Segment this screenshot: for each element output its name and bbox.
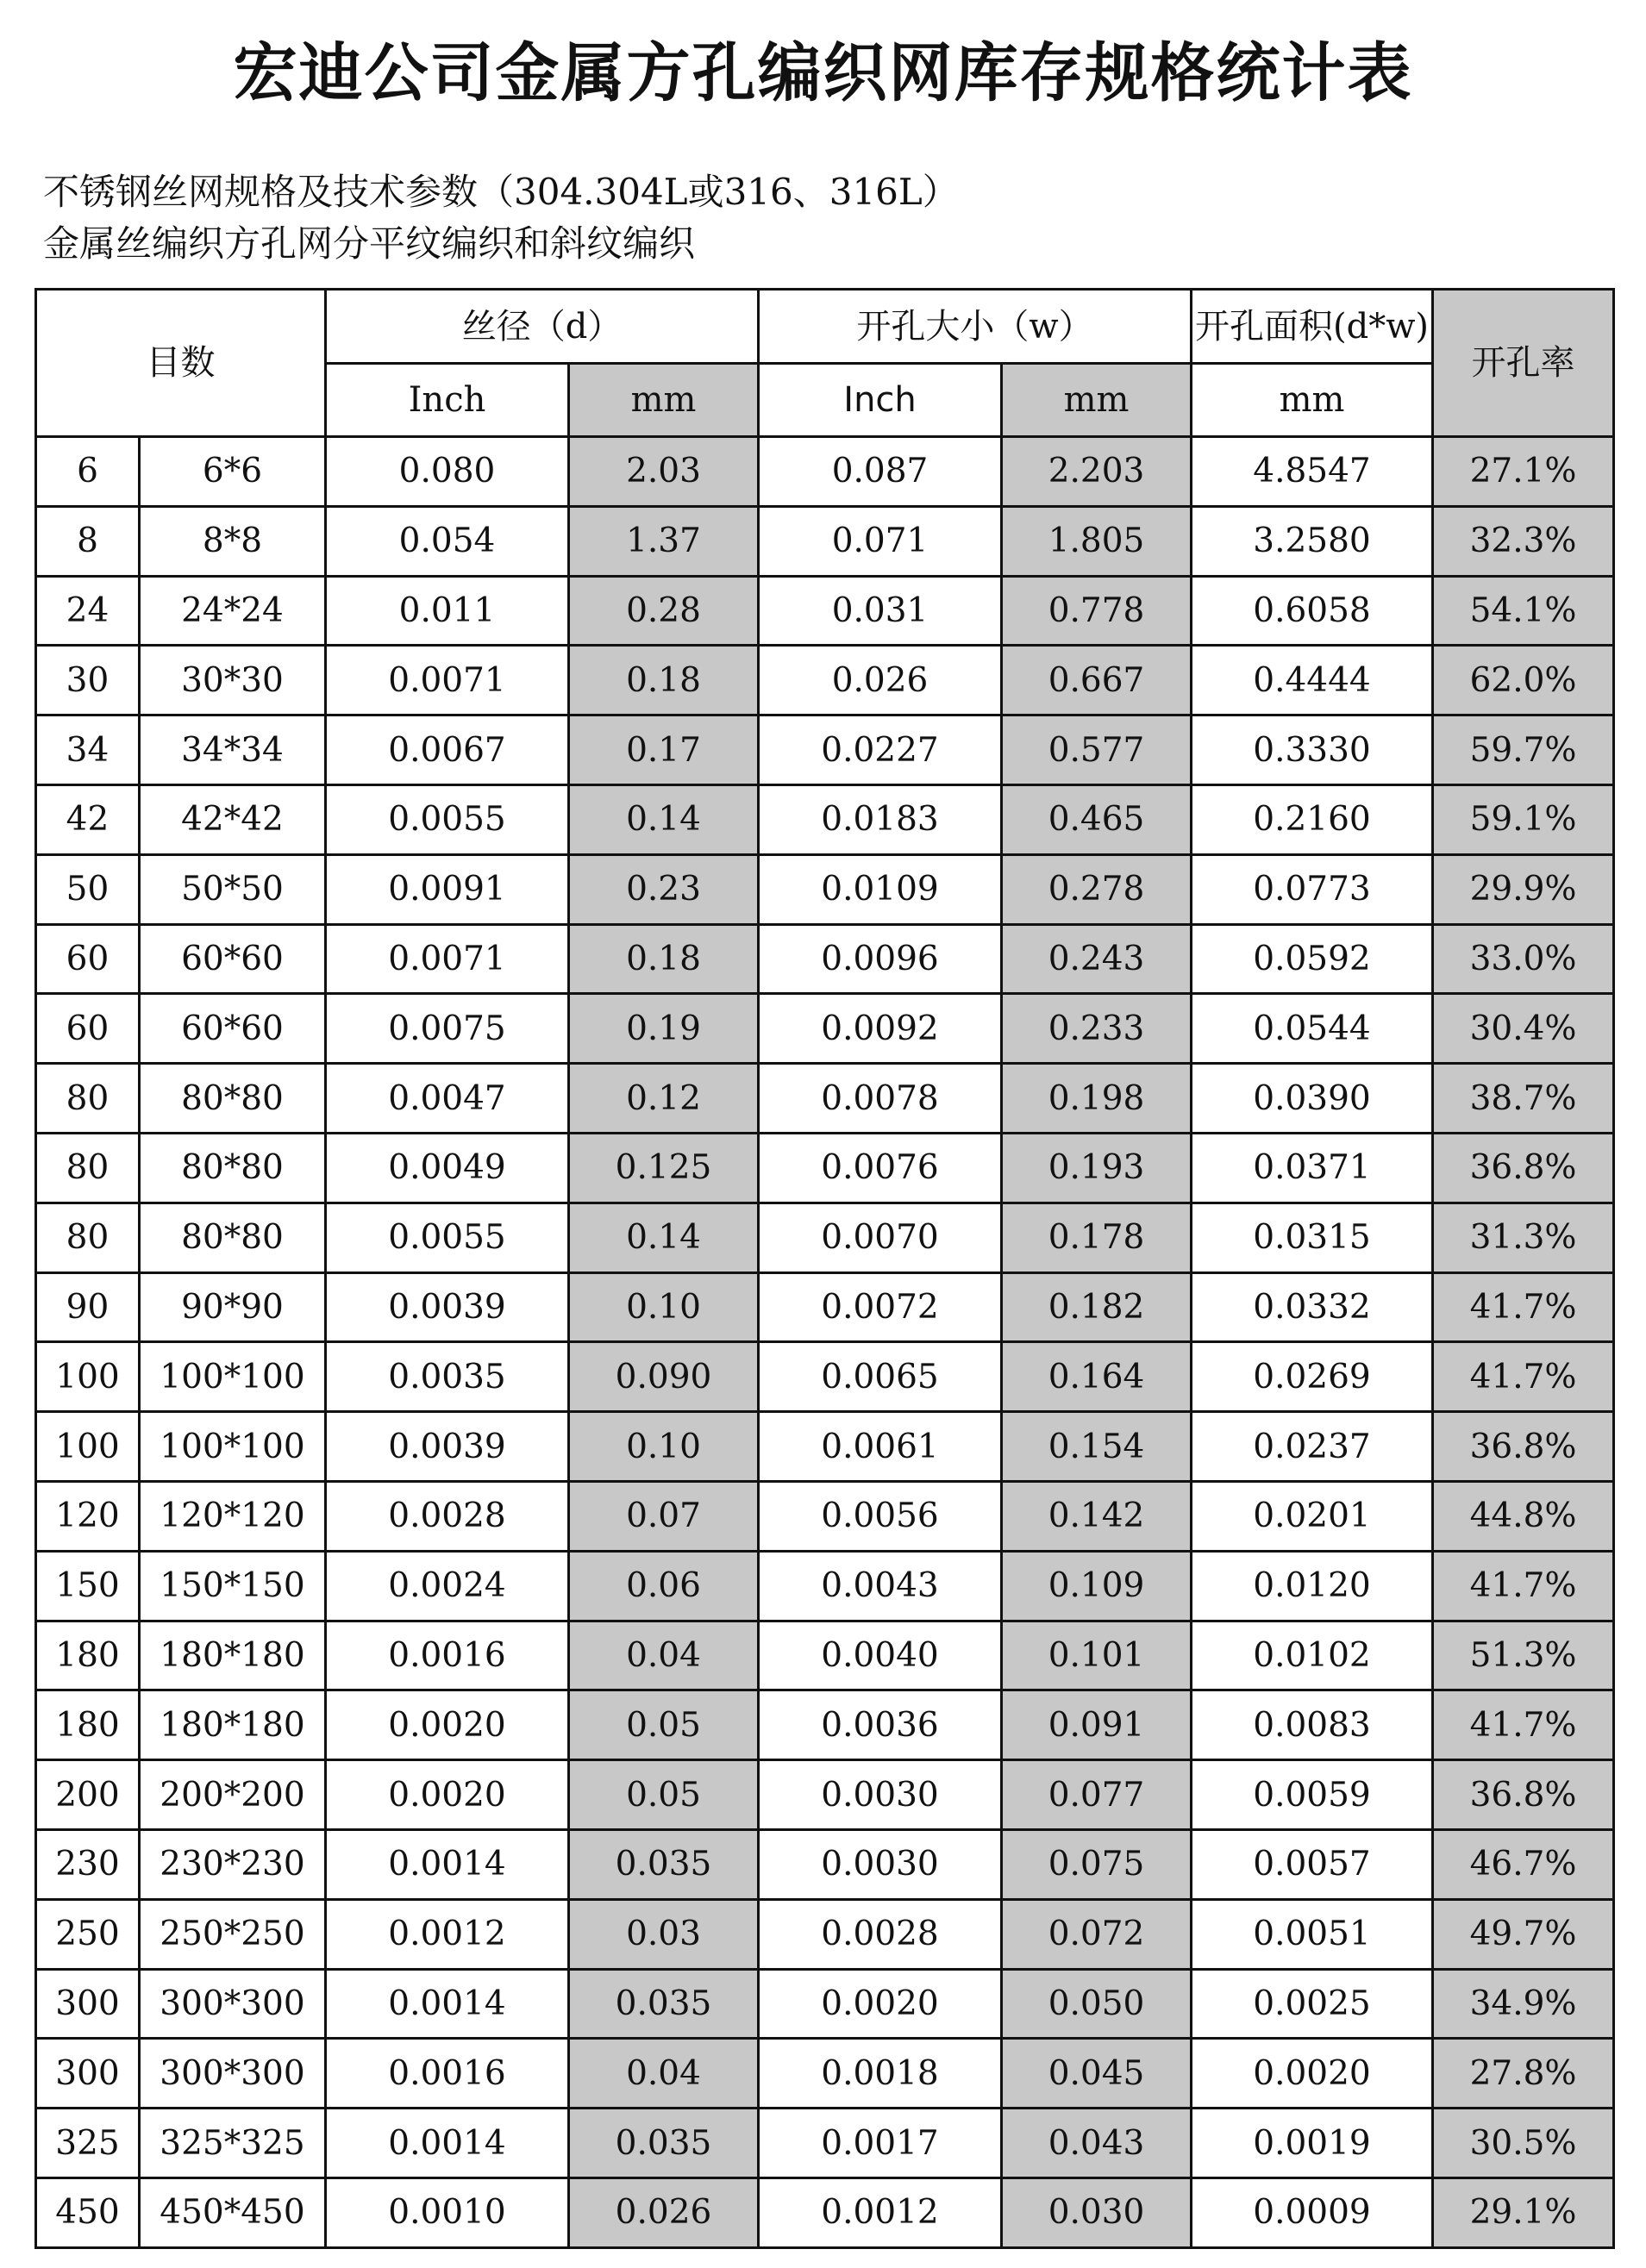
cell-spec: 60*60	[140, 924, 326, 994]
cell-mesh: 6	[36, 437, 140, 507]
cell-opening-mm: 0.142	[1002, 1481, 1192, 1551]
header-opening-mm: mm	[1002, 364, 1192, 437]
cell-open-rate: 59.7%	[1433, 715, 1614, 785]
table-row	[36, 854, 1614, 924]
cell-opening-inch: 0.0109	[759, 854, 1002, 924]
cell-opening-mm: 0.075	[1002, 1829, 1192, 1899]
header-mesh: 目数	[36, 290, 326, 437]
cell-open-rate: 54.1%	[1433, 576, 1614, 646]
cell-open-rate: 41.7%	[1433, 1342, 1614, 1412]
cell-spec: 120*120	[140, 1481, 326, 1551]
cell-open-area: 0.0009	[1192, 2177, 1433, 2247]
cell-wire-mm: 0.035	[569, 1829, 759, 1899]
cell-opening-inch: 0.0036	[759, 1690, 1002, 1760]
cell-spec: 50*50	[140, 854, 326, 924]
cell-wire-mm: 1.37	[569, 506, 759, 576]
cell-opening-mm: 0.577	[1002, 715, 1192, 785]
cell-open-rate: 44.8%	[1433, 1481, 1614, 1551]
cell-open-area: 0.0201	[1192, 1481, 1433, 1551]
cell-spec: 30*30	[140, 646, 326, 715]
cell-open-area: 0.0019	[1192, 2109, 1433, 2178]
cell-wire-mm: 0.07	[569, 1481, 759, 1551]
cell-opening-mm: 0.164	[1002, 1342, 1192, 1412]
cell-open-area: 0.3330	[1192, 715, 1433, 785]
cell-opening-mm: 0.072	[1002, 1899, 1192, 1969]
cell-open-rate: 36.8%	[1433, 1412, 1614, 1482]
cell-mesh: 180	[36, 1621, 140, 1690]
cell-open-area: 0.0083	[1192, 1690, 1433, 1760]
cell-wire-inch: 0.0024	[326, 1551, 569, 1621]
cell-mesh: 60	[36, 994, 140, 1064]
cell-open-rate: 33.0%	[1433, 924, 1614, 994]
cell-opening-inch: 0.0017	[759, 2109, 1002, 2178]
header-opening-size: 开孔大小（w）	[759, 290, 1192, 364]
cell-wire-inch: 0.0014	[326, 2109, 569, 2178]
cell-mesh: 250	[36, 1899, 140, 1969]
cell-wire-mm: 0.10	[569, 1272, 759, 1342]
cell-opening-mm: 2.203	[1002, 437, 1192, 507]
cell-opening-inch: 0.0040	[759, 1621, 1002, 1690]
table-row	[36, 1760, 1614, 1830]
cell-open-area: 0.0390	[1192, 1064, 1433, 1134]
cell-open-rate: 38.7%	[1433, 1064, 1614, 1134]
cell-open-rate: 59.1%	[1433, 784, 1614, 854]
cell-opening-mm: 0.109	[1002, 1551, 1192, 1621]
cell-spec: 150*150	[140, 1551, 326, 1621]
cell-wire-inch: 0.0020	[326, 1760, 569, 1830]
table-row	[36, 924, 1614, 994]
cell-spec: 100*100	[140, 1412, 326, 1482]
cell-wire-inch: 0.0010	[326, 2177, 569, 2247]
cell-mesh: 300	[36, 2039, 140, 2109]
cell-spec: 300*300	[140, 2039, 326, 2109]
cell-open-area: 4.8547	[1192, 437, 1433, 507]
cell-opening-mm: 0.077	[1002, 1760, 1192, 1830]
cell-wire-inch: 0.0047	[326, 1064, 569, 1134]
cell-wire-mm: 0.06	[569, 1551, 759, 1621]
cell-mesh: 24	[36, 576, 140, 646]
header-open-rate: 开孔率	[1433, 290, 1614, 437]
spec-table	[34, 288, 1615, 2249]
cell-wire-inch: 0.0049	[326, 1133, 569, 1203]
table-row	[36, 646, 1614, 715]
cell-wire-inch: 0.0091	[326, 854, 569, 924]
cell-wire-mm: 0.10	[569, 1412, 759, 1482]
cell-wire-inch: 0.0012	[326, 1899, 569, 1969]
cell-open-rate: 46.7%	[1433, 1829, 1614, 1899]
cell-opening-inch: 0.0065	[759, 1342, 1002, 1412]
cell-spec: 250*250	[140, 1899, 326, 1969]
cell-opening-mm: 1.805	[1002, 506, 1192, 576]
table-row	[36, 715, 1614, 785]
cell-wire-inch: 0.0035	[326, 1342, 569, 1412]
cell-wire-mm: 0.05	[569, 1690, 759, 1760]
cell-spec: 450*450	[140, 2177, 326, 2247]
cell-open-area: 0.0102	[1192, 1621, 1433, 1690]
cell-wire-mm: 0.18	[569, 646, 759, 715]
cell-wire-mm: 0.035	[569, 1969, 759, 2039]
cell-wire-inch: 0.0039	[326, 1272, 569, 1342]
cell-open-area: 0.0371	[1192, 1133, 1433, 1203]
cell-wire-inch: 0.0014	[326, 1969, 569, 2039]
cell-opening-mm: 0.778	[1002, 576, 1192, 646]
cell-open-rate: 36.8%	[1433, 1133, 1614, 1203]
cell-mesh: 50	[36, 854, 140, 924]
cell-opening-mm: 0.045	[1002, 2039, 1192, 2109]
cell-wire-inch: 0.0039	[326, 1412, 569, 1482]
cell-open-rate: 41.7%	[1433, 1551, 1614, 1621]
cell-opening-inch: 0.0030	[759, 1760, 1002, 1830]
table-row	[36, 2109, 1614, 2178]
cell-mesh: 450	[36, 2177, 140, 2247]
cell-opening-mm: 0.091	[1002, 1690, 1192, 1760]
cell-wire-inch: 0.0055	[326, 1203, 569, 1272]
cell-mesh: 60	[36, 924, 140, 994]
cell-open-rate: 27.8%	[1433, 2039, 1614, 2109]
cell-open-area: 0.0773	[1192, 854, 1433, 924]
table-row	[36, 1133, 1614, 1203]
cell-mesh: 100	[36, 1412, 140, 1482]
cell-spec: 6*6	[140, 437, 326, 507]
cell-spec: 90*90	[140, 1272, 326, 1342]
cell-open-rate: 62.0%	[1433, 646, 1614, 715]
cell-open-rate: 30.5%	[1433, 2109, 1614, 2178]
cell-open-area: 0.0315	[1192, 1203, 1433, 1272]
table-row	[36, 994, 1614, 1064]
cell-spec: 300*300	[140, 1969, 326, 2039]
cell-opening-mm: 0.182	[1002, 1272, 1192, 1342]
cell-open-area: 0.0269	[1192, 1342, 1433, 1412]
cell-wire-mm: 0.23	[569, 854, 759, 924]
cell-wire-mm: 0.05	[569, 1760, 759, 1830]
cell-opening-mm: 0.050	[1002, 1969, 1192, 2039]
cell-open-area: 0.0544	[1192, 994, 1433, 1064]
cell-mesh: 325	[36, 2109, 140, 2178]
table-row	[36, 1272, 1614, 1342]
cell-wire-inch: 0.054	[326, 506, 569, 576]
cell-opening-inch: 0.0078	[759, 1064, 1002, 1134]
cell-open-area: 0.0020	[1192, 2039, 1433, 2109]
cell-wire-mm: 0.125	[569, 1133, 759, 1203]
table-row	[36, 506, 1614, 576]
table-row	[36, 2039, 1614, 2109]
cell-opening-inch: 0.0012	[759, 2177, 1002, 2247]
table-row	[36, 1064, 1614, 1134]
cell-wire-mm: 0.035	[569, 2109, 759, 2178]
cell-opening-mm: 0.278	[1002, 854, 1192, 924]
table-row	[36, 1342, 1614, 1412]
cell-wire-inch: 0.0014	[326, 1829, 569, 1899]
header-wire-inch: Inch	[326, 364, 569, 437]
cell-open-rate: 51.3%	[1433, 1621, 1614, 1690]
cell-mesh: 180	[36, 1690, 140, 1760]
cell-open-area: 0.0057	[1192, 1829, 1433, 1899]
cell-mesh: 90	[36, 1272, 140, 1342]
cell-open-area: 0.0051	[1192, 1899, 1433, 1969]
cell-spec: 24*24	[140, 576, 326, 646]
cell-wire-inch: 0.0020	[326, 1690, 569, 1760]
cell-opening-inch: 0.0020	[759, 1969, 1002, 2039]
cell-mesh: 300	[36, 1969, 140, 2039]
table-row	[36, 1690, 1614, 1760]
cell-opening-mm: 0.101	[1002, 1621, 1192, 1690]
cell-open-area: 0.2160	[1192, 784, 1433, 854]
cell-opening-mm: 0.243	[1002, 924, 1192, 994]
cell-wire-mm: 0.19	[569, 994, 759, 1064]
cell-opening-mm: 0.233	[1002, 994, 1192, 1064]
cell-opening-inch: 0.0227	[759, 715, 1002, 785]
cell-wire-mm: 0.18	[569, 924, 759, 994]
cell-open-area: 0.0237	[1192, 1412, 1433, 1482]
cell-spec: 8*8	[140, 506, 326, 576]
cell-mesh: 120	[36, 1481, 140, 1551]
cell-spec: 80*80	[140, 1064, 326, 1134]
cell-opening-inch: 0.0183	[759, 784, 1002, 854]
table-row	[36, 1203, 1614, 1272]
cell-open-rate: 29.9%	[1433, 854, 1614, 924]
cell-spec: 60*60	[140, 994, 326, 1064]
cell-opening-inch: 0.0030	[759, 1829, 1002, 1899]
cell-open-rate: 41.7%	[1433, 1690, 1614, 1760]
cell-opening-inch: 0.031	[759, 576, 1002, 646]
cell-opening-mm: 0.154	[1002, 1412, 1192, 1482]
cell-wire-mm: 2.03	[569, 437, 759, 507]
cell-wire-inch: 0.0075	[326, 994, 569, 1064]
cell-open-rate: 49.7%	[1433, 1899, 1614, 1969]
cell-mesh: 200	[36, 1760, 140, 1830]
cell-open-area: 0.6058	[1192, 576, 1433, 646]
cell-open-area: 0.0120	[1192, 1551, 1433, 1621]
table-row	[36, 1412, 1614, 1482]
table-row	[36, 1621, 1614, 1690]
table-row	[36, 784, 1614, 854]
cell-mesh: 100	[36, 1342, 140, 1412]
cell-wire-mm: 0.28	[569, 576, 759, 646]
cell-opening-mm: 0.465	[1002, 784, 1192, 854]
cell-open-area: 3.2580	[1192, 506, 1433, 576]
cell-wire-inch: 0.0067	[326, 715, 569, 785]
header-opening-inch: Inch	[759, 364, 1002, 437]
cell-wire-inch: 0.0071	[326, 924, 569, 994]
cell-spec: 34*34	[140, 715, 326, 785]
cell-spec: 80*80	[140, 1203, 326, 1272]
cell-wire-inch: 0.011	[326, 576, 569, 646]
cell-wire-mm: 0.04	[569, 1621, 759, 1690]
cell-mesh: 230	[36, 1829, 140, 1899]
cell-open-area: 0.0059	[1192, 1760, 1433, 1830]
cell-opening-mm: 0.193	[1002, 1133, 1192, 1203]
cell-mesh: 80	[36, 1133, 140, 1203]
cell-mesh: 42	[36, 784, 140, 854]
cell-spec: 180*180	[140, 1690, 326, 1760]
cell-spec: 230*230	[140, 1829, 326, 1899]
cell-opening-inch: 0.0018	[759, 2039, 1002, 2109]
subtitle-weave: 金属丝编织方孔网分平纹编织和斜纹编织	[43, 222, 696, 265]
cell-open-rate: 30.4%	[1433, 994, 1614, 1064]
cell-opening-inch: 0.0076	[759, 1133, 1002, 1203]
cell-opening-inch: 0.087	[759, 437, 1002, 507]
subtitle-material: 不锈钢丝网规格及技术参数（304.304L或316、316L）	[43, 171, 959, 213]
table-row	[36, 2177, 1614, 2247]
cell-open-area: 0.4444	[1192, 646, 1433, 715]
page-title: 宏迪公司金属方孔编织网库存规格统计表	[233, 36, 1413, 110]
cell-wire-inch: 0.0055	[326, 784, 569, 854]
cell-spec: 100*100	[140, 1342, 326, 1412]
cell-opening-inch: 0.0092	[759, 994, 1002, 1064]
cell-open-rate: 27.1%	[1433, 437, 1614, 507]
cell-open-rate: 31.3%	[1433, 1203, 1614, 1272]
table-row	[36, 1899, 1614, 1969]
cell-open-area: 0.0332	[1192, 1272, 1433, 1342]
cell-mesh: 8	[36, 506, 140, 576]
cell-mesh: 34	[36, 715, 140, 785]
cell-spec: 180*180	[140, 1621, 326, 1690]
cell-wire-mm: 0.04	[569, 2039, 759, 2109]
cell-wire-mm: 0.12	[569, 1064, 759, 1134]
table-row	[36, 576, 1614, 646]
cell-open-rate: 36.8%	[1433, 1760, 1614, 1830]
cell-open-area: 0.0592	[1192, 924, 1433, 994]
table-row	[36, 1829, 1614, 1899]
cell-mesh: 80	[36, 1203, 140, 1272]
cell-open-rate: 29.1%	[1433, 2177, 1614, 2247]
cell-mesh: 30	[36, 646, 140, 715]
cell-spec: 325*325	[140, 2109, 326, 2178]
cell-opening-mm: 0.178	[1002, 1203, 1192, 1272]
cell-wire-inch: 0.0028	[326, 1481, 569, 1551]
header-wire-mm: mm	[569, 364, 759, 437]
table-row	[36, 1481, 1614, 1551]
cell-spec: 80*80	[140, 1133, 326, 1203]
cell-wire-inch: 0.0071	[326, 646, 569, 715]
cell-open-rate: 32.3%	[1433, 506, 1614, 576]
header-open-area: 开孔面积(d*w)	[1192, 290, 1433, 364]
cell-opening-inch: 0.0028	[759, 1899, 1002, 1969]
header-area-mm: mm	[1192, 364, 1433, 437]
cell-wire-mm: 0.17	[569, 715, 759, 785]
table-row	[36, 437, 1614, 507]
cell-open-rate: 41.7%	[1433, 1272, 1614, 1342]
cell-wire-mm: 0.026	[569, 2177, 759, 2247]
cell-wire-inch: 0.0016	[326, 2039, 569, 2109]
cell-wire-mm: 0.14	[569, 784, 759, 854]
cell-opening-inch: 0.0061	[759, 1412, 1002, 1482]
cell-opening-inch: 0.0072	[759, 1272, 1002, 1342]
cell-spec: 200*200	[140, 1760, 326, 1830]
cell-opening-inch: 0.0096	[759, 924, 1002, 994]
cell-opening-inch: 0.026	[759, 646, 1002, 715]
cell-opening-mm: 0.030	[1002, 2177, 1192, 2247]
cell-opening-mm: 0.043	[1002, 2109, 1192, 2178]
cell-wire-mm: 0.090	[569, 1342, 759, 1412]
cell-opening-inch: 0.0043	[759, 1551, 1002, 1621]
cell-wire-inch: 0.0016	[326, 1621, 569, 1690]
header-wire-diameter: 丝径（d）	[326, 290, 759, 364]
cell-opening-mm: 0.198	[1002, 1064, 1192, 1134]
cell-wire-mm: 0.14	[569, 1203, 759, 1272]
table-row	[36, 1551, 1614, 1621]
cell-opening-inch: 0.071	[759, 506, 1002, 576]
cell-open-area: 0.0025	[1192, 1969, 1433, 2039]
cell-wire-inch: 0.080	[326, 437, 569, 507]
cell-opening-inch: 0.0056	[759, 1481, 1002, 1551]
cell-spec: 42*42	[140, 784, 326, 854]
cell-opening-inch: 0.0070	[759, 1203, 1002, 1272]
cell-opening-mm: 0.667	[1002, 646, 1192, 715]
table-row	[36, 1969, 1614, 2039]
cell-mesh: 80	[36, 1064, 140, 1134]
cell-open-rate: 34.9%	[1433, 1969, 1614, 2039]
cell-wire-mm: 0.03	[569, 1899, 759, 1969]
cell-mesh: 150	[36, 1551, 140, 1621]
